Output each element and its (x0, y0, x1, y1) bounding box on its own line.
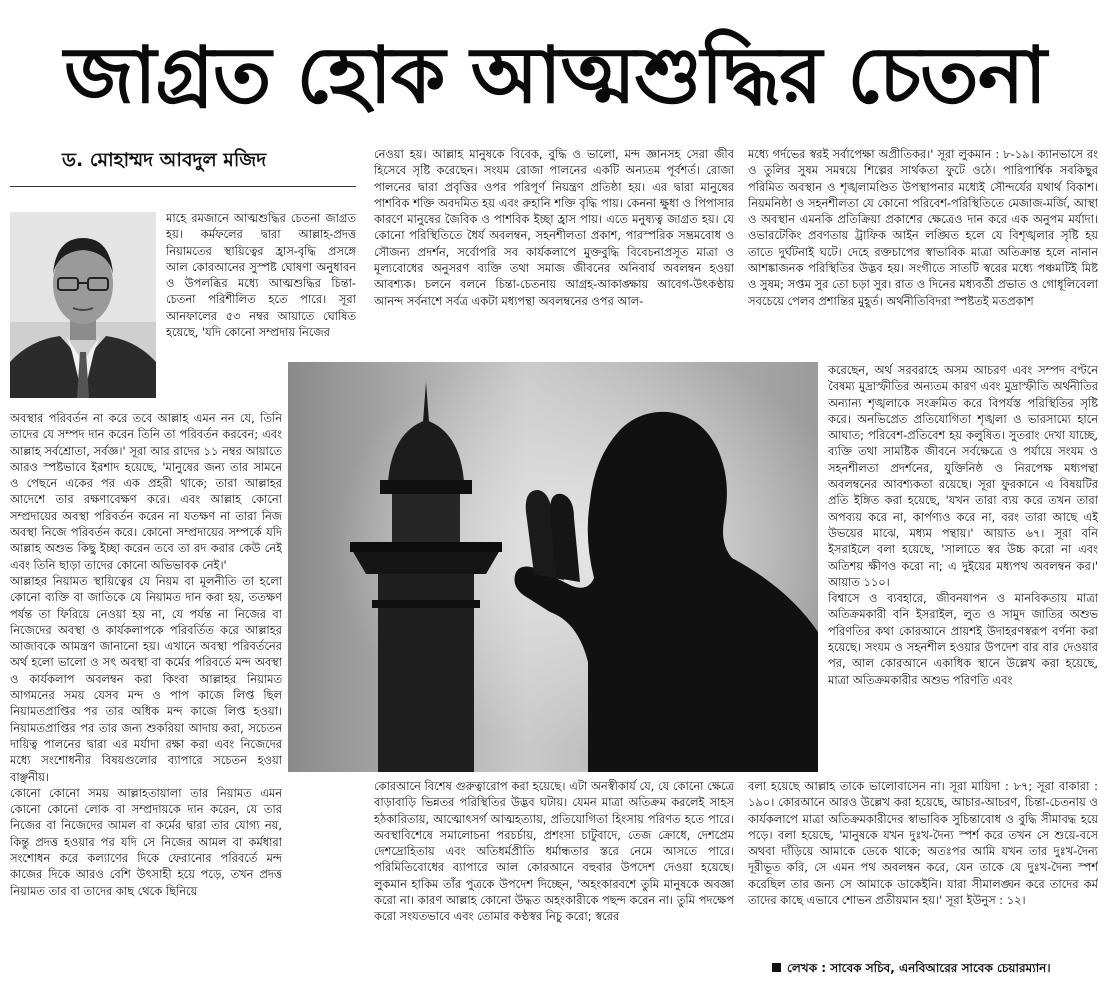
paragraph: কোনো কোনো সময় আল্লাহতায়ালা তার নিয়ামত এমন কোনো কোনো লোক বা সম্প্রদায়কে দান করেন, যে তার নিজের বা নিজেদের আমল বা কর্মের দ্বারা তার যোগ্য নয়, কিন্তু প্রদত্ত হওয়ার পর যদি সে নিজের আমল বা কর্মধারা সংশোধন করে কল্যাণের দিকে ফেরানোর পরিবর্তে মন্দ কাজের দিকে আরও বেশি উৎসাহী হয়ে পড়ে, তখন প্রদত্ত নিয়ামত তার বা তাদের কাছ থেকে ছিনিয়ে (10, 785, 282, 898)
column-3-bottom (748, 778, 1098, 958)
paragraph: বলা হয়েছে আল্লাহ তাকে ভালোবাসেন না। সূরা মায়িদা : ৮৭; সূরা বাকারা : ১৯০। কোরআনে আরও উল্লেখ করা হয়েছে, আচার-আচরণ, চিন্তা-চেতনায় ও কার্যকলাপে মাত্রা অতিক্রমকারীদের স্বাভাবিক সুচিন্তাবোধ ও বুদ্ধি সীমাবদ্ধ হয়ে পড়ে। বলা হয়েছে, 'মানুষকে যখন দুঃখ-দৈন্য স্পর্শ করে তখন সে শুয়ে-বসে অথবা দাঁড়িয়ে আমাকে ডেকে থাকে; অতঃপর আমি যখন তার দুঃখ-দৈন্য দূরীভূত করি, সে এমন পথ অবলম্বন করে, যেন তাকে যে দুঃখ-দৈন্য স্পর্শ করেছিল তার জন্য সে আমাকে ডাকেইনি। যারা সীমালঙ্ঘন করে তাদের কর্ম তাদের কাছে এভাবে শোভন প্রতীয়মান হয়।' সূরা ইউনুস : ১২। (748, 779, 1098, 908)
column-3-mid (828, 362, 1098, 772)
paragraph: অবস্থার পরিবর্তন না করে তবে আল্লাহ এমন নন যে, তিনি তাদের যে সম্পদ দান করেন তিনি তা পরিবর্তন করবেন; এবং আল্লাহ সর্বশ্রোতা, সর্বজ্ঞ।' সূরা আর রাদের ১১ নম্বর আয়াতে আরও স্পষ্টভাবে ইরশাদ হয়েছে, 'মানুষের জন্য তার সামনে ও পেছনে একের পর এক প্রহরী থাকে; তারা আল্লাহর আদেশে তার রক্ষণাবেক্ষণ করে। এবং আল্লাহ কোনো সম্প্রদায়ের অবস্থা পরিবর্তন করেন না যতক্ষণ না তারা নিজ অবস্থা নিজে পরিবর্তন করে। কোনো সম্প্রদায়ের সম্পর্কে যদি আল্লাহ অশুভ কিছু ইচ্ছা করেন তবে তা রদ করার কেউ নেই এবং তিনি ছাড়া তাদের কোনো অভিভাবক নেই।' (10, 411, 282, 572)
paragraph: কোরআনে বিশেষ গুরুত্বারোপ করা হয়েছে। এটা অনস্বীকার্য যে, যে কোনো ক্ষেত্রে বাড়াবাড়ি ভিন্নতর পরিস্থিতির উদ্ভব ঘটায়। যেমন মাত্রা অতিক্রম করলেই সাহস হঠকারিতায়, আত্মোৎসর্গ আত্মহত্যায়, প্রতিযোগিতা হিংসায় পরিণত হতে পারে। অবস্থাবিশেষে সমালোচনা পরচর্চায়, প্রশংসা চাটুবাদে, তেজ ক্রোধে, দেশপ্রেম দেশদ্রোহিতায় এবং অতিধর্মপ্রীতি ধর্মান্ধতার স্তরে নেমে আসতে পারে। পরিমিতিবোধের ব্যাপারে আল কোরআনে বহুবার উপদেশ দেওয়া হয়েছে। লুকমান হাকিম তাঁর পুত্রকে উপদেশ দিচ্ছেন, 'অহংকারবশে তুমি মানুষকে অবজ্ঞা করো না। কারণ আল্লাহ কোনো উদ্ধত অহংকারীকে পছন্দ করেন না। তুমি পদক্ষেপ করো সংযতভাবে এবং তোমার কণ্ঠস্বর নিচু করো; স্বরের (374, 779, 734, 924)
byline-divider (10, 186, 356, 187)
paragraph: বিশ্বাসে ও ব্যবহারে, জীবনযাপন ও মানবিকতায় মাত্রা অতিক্রমকারী বনি ইসরাইল, লুত ও সামুদ জাতির অশুভ পরিণতির কথা কোরআনে প্রায়শই উদাহরণস্বরূপ বর্ণনা করা হয়েছে। সংযম ও সহনশীল হওয়ার উপদেশ বার বার দেওয়ার পর, আল কোরআনে একাধিক স্থানে উল্লেখ করা হয়েছে, মাত্রা অতিক্রমকারীর অশুভ পরিণতি এবং (828, 591, 1098, 687)
column-1 (10, 410, 282, 976)
author-byline: ড. মোহাম্মদ আবদুল মজিদ (62, 149, 267, 171)
author-note (772, 960, 1098, 980)
author-note-text: লেখক : সাবেক সচিব, এনবিআরের সাবেক চেয়ারম্যান। (787, 961, 1051, 975)
paragraph: মাহে রমজানে আত্মশুদ্ধির চেতনা জাগ্রত হয়। কর্মফলের দ্বারা আল্লাহ-প্রদত্ত নিয়ামতের স্থায়িত্বের হ্রাস-বৃদ্ধি প্রসঙ্গে আল কোরআনের সুস্পষ্ট ঘোষণা অনুধাবন ও উপলব্ধির মধ্যে আত্মশুদ্ধির চিন্তা-চেতনা পরিশীলিত হতে পারে। সূরা আনফালের ৫৩ নম্বর আয়াতে ঘোষিত হয়েছে, 'যদি কোনো সম্প্রদায় নিজের (166, 211, 356, 340)
paragraph: আল্লাহর নিয়ামত স্থায়িত্বের যে নিয়ম বা মূলনীতি তা হলো কোনো ব্যক্তি বা জাতিকে যে নিয়ামত দান করা হয়, ততক্ষণ পর্যন্ত তা ফিরিয়ে নেওয়া হয় না, যে পর্যন্ত না নিজের বা নিজেদের অবস্থা ও কার্যকলাপকে পরিবর্তিত করে আল্লাহর আজাবকে আমন্ত্রণ জানানো হয়। এখানে অবস্থা পরিবর্তনের অর্থ হলো ভালো ও সৎ অবস্থা বা কর্মের পরিবর্তে মন্দ অবস্থা ও কার্যকলাপ অবলম্বন করা কিংবা আল্লাহর নিয়ামত আগমনের সময় যেসব মন্দ ও পাপ কাজে লিপ্ত ছিল নিয়ামতপ্রাপ্তির পর তার অধিক মন্দ কাজে লিপ্ত হওয়া। নিয়ামতপ্রাপ্তির পর তার জন্য শুকরিয়া আদায় করা, সচেতন দায়িত্ব পালনের দ্বারা এর মর্যাদা রক্ষা করা এবং নিজেদের মধ্যে সংশোধনীর বিষয়গুলোর ব্যাপারে সচেতন হওয়া বাঞ্ছনীয়। (10, 573, 282, 784)
prayer-photo (288, 362, 818, 772)
paragraph: করেছেন, অর্থ সরবরাহে অসম আচরণ এবং সম্পদ বণ্টনে বৈষম্য মুদ্রাস্ফীতির অন্যতম কারণ এবং মুদ্রাস্ফীতি অর্থনীতির অন্যান্য শৃঙ্খলাকে সংক্রমিত করে বিপর্যস্ত পরিস্থিতির সৃষ্টি করে। অনভিপ্রেত প্রতিযোগিতা শৃঙ্খলা ও ভারসাম্যে হানে আঘাত; পরিবেশ-প্রতিবেশ হয় কলুষিত। সুতরাং দেখা যাচ্ছে, ব্যক্তি তথা সামষ্টিক জীবনে সর্বক্ষেত্রে ও পর্যায়ে সংযম ও সহনশীলতা প্রদর্শনের, যুক্তিনিষ্ঠ ও নিরপেক্ষ মধ্যপন্থা অবলম্বনের আবশ্যকতা রয়েছে। সূরা ফুরকানে এ বিষয়টির প্রতি ইঙ্গিত করা হয়েছে, 'যখন তারা ব্যয় করে তখন তারা অপব্যয় করে না, কার্পণ্যও করে না, বরং তারা আছে এই উভয়ের মাঝে, মধ্যম পন্থায়।' আয়াত ৬৭। সূরা বনি ইসরাইলে বলা হয়েছে, 'সালাতে স্বর উচ্চ করো না এবং অতিশয় ক্ষীণও করো না; এ দুইয়ের মধ্যপথ অবলম্বন কর।' আয়াত ১১০। (828, 363, 1098, 589)
column-2-top (374, 146, 734, 358)
author-portrait (10, 212, 156, 398)
paragraph: নেওয়া হয়। আল্লাহ মানুষকে বিবেক, বুদ্ধি ও ভালো, মন্দ জ্ঞানসহ সেরা জীব হিসেবে সৃষ্টি করেছেন। সংযম রোজা পালনের একটি অন্যতম পূর্বশর্ত। রোজা পালনের দ্বারা প্রবৃত্তির ওপর পরিপূর্ণ নিয়ন্ত্রণ প্রতিষ্ঠা হয়। এর দ্বারা মানুষের পাশবিক শক্তি অবদমিত হয় এবং রুহানি শক্তি বৃদ্ধি পায়। কেননা ক্ষুধা ও পিপাসার কারণে মানুষের জৈবিক ও পাশবিক ইচ্ছা হ্রাস পায়। এতে মনুষ্যত্ব জাগ্রত হয়। যে কোনো পরিস্থিতিতে ধৈর্য অবলম্বন, সহনশীলতা প্রকাশ, পারস্পরিক সম্ভ্রমবোধ ও সৌজন্য প্রদর্শন, সর্বোপরি সব কার্যকলাপে মুক্তবুদ্ধি বিবেচনাপ্রসূত মাত্রা ও মূল্যবোধের অনুসরণ ব্যক্তি তথা সমাজ জীবনের অনিবার্য অবলম্বন হওয়া আবশ্যক। চলনে বলনে চিন্তা-চেতনায় আগ্রহ-আকাঙ্ক্ষায় আবেগ-উৎকণ্ঠায় আনন্দ সর্বনাশে সর্বত্র একটা মধ্যপন্থা অবলম্বনের ওপর আল- (374, 147, 734, 308)
column-3-top (748, 146, 1098, 358)
paragraph: মধ্যে গর্দভের স্বরই সর্বাপেক্ষা অপ্রীতিকর।' সূরা লুকমান : ৮-১৯। ক্যানভাসে রং ও তুলির সুষম সমন্বয়ে শিল্পের সার্থকতা ফুটে ওঠে। পারিপার্শ্বিক সবকিছুর পরিমিত অবস্থান ও শৃঙ্খলামণ্ডিত উপস্থাপনার মধ্যেই সৌন্দর্যের যথার্থ বিকাশ। নিয়মনিষ্ঠা ও সহনশীলতা যে কোনো পরিবেশ-পরিস্থিতিতে মেজাজ-মর্জি, আস্থা ও অবস্থান এমনকি প্রতিক্রিয়া প্রকাশের ক্ষেত্রেও দান করে এক অনুপম মর্যাদা। ওভারটেকিং প্রবণতায় ট্রাফিক আইন লঙ্ঘিত হলে যে বিশৃঙ্খলার সৃষ্টি হয় তাতে দুর্ঘটনাই ঘটে। দেহে রক্তচাপের স্বাভাবিক মাত্রা অতিক্রান্ত হলে নানান আশঙ্কাজনক পরিস্থিতির উদ্ভব হয়। সংগীতে সাতটি স্বরের মধ্যে পঞ্চমটিই মিষ্ট ও সুষম; সপ্তম সুর তো চড়া সুর। রাত ও দিনের মধ্যবর্তী প্রভাত ও গোধূলিবেলা সবচেয়ে পেলব প্রশান্তির মুহূর্ত। অর্থনীতিবিদরা স্পষ্টতই মতপ্রকাশ (748, 147, 1098, 308)
square-bullet-icon (772, 963, 781, 972)
headline: জাগ্রত হোক আত্মশুদ্ধির চেতনা (64, 31, 1046, 121)
column-2-bottom (374, 778, 734, 976)
